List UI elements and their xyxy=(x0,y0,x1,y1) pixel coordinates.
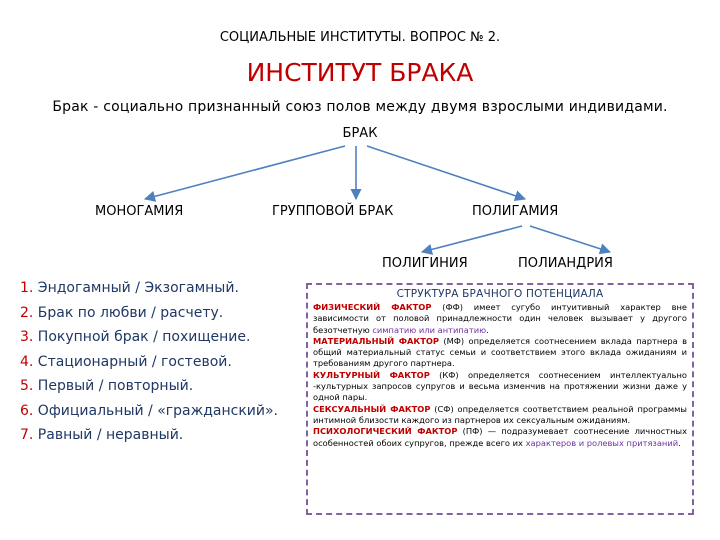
factor-name: СЕКСУАЛЬНЫЙ ФАКТОР xyxy=(313,403,431,414)
factor-text: (ПФ) — подразумевает соотнесение личностных особенностей обоих супругов, прежде всего их xyxy=(313,426,687,448)
node-polygyny: ПОЛИГИНИЯ xyxy=(382,256,468,271)
list-item xyxy=(20,425,278,450)
factor-physical xyxy=(313,302,687,336)
item-text: Эндогамный / Экзогамный. xyxy=(33,280,239,296)
factor-psychological xyxy=(313,426,687,449)
factor-cultural xyxy=(313,370,687,404)
item-number: 4. xyxy=(20,353,34,370)
arrow-to-polygamy xyxy=(367,146,525,199)
page-header: СОЦИАЛЬНЫЕ ИНСТИТУТЫ. ВОПРОС № 2. xyxy=(219,30,501,45)
factor-tail: . xyxy=(678,437,681,448)
arrow-to-polyandry xyxy=(530,226,610,252)
arrow-to-monogamy xyxy=(145,146,345,199)
item-number: 1. xyxy=(20,280,34,296)
factor-tail: . xyxy=(486,324,489,335)
list-item xyxy=(20,376,278,401)
node-polygamy: ПОЛИГАМИЯ xyxy=(472,204,559,219)
list-item xyxy=(20,401,278,426)
node-marriage: БРАК xyxy=(342,126,378,141)
factor-text: (МФ) определяется соотнесением вклада партнера в общий материальный статус семьи и соответствием этого вклада ожиданиям и требованиям другого партнера. xyxy=(313,335,687,369)
list-item xyxy=(20,352,278,377)
marriage-types-list xyxy=(20,278,278,450)
list-item xyxy=(20,278,278,303)
item-text: Официальный / «гражданский». xyxy=(33,402,279,419)
item-number: 3. xyxy=(20,329,34,345)
node-monogamy: МОНОГАМИЯ xyxy=(95,204,184,219)
node-polyandry: ПОЛИАНДРИЯ xyxy=(518,256,613,271)
item-text: Равный / неравный. xyxy=(33,427,184,443)
item-text: Брак по любви / расчету. xyxy=(33,304,224,321)
factor-sexual xyxy=(313,404,687,427)
marriage-definition: Брак - социально признанный союз полов между двумя взрослыми индивидами. xyxy=(52,99,668,115)
box-title: СТРУКТУРА БРАЧНОГО ПОТЕНЦИАЛА xyxy=(396,288,604,300)
factor-highlight: характеров и ролевых притязаний xyxy=(525,437,679,448)
item-number: 6. xyxy=(20,402,34,419)
page-title: ИНСТИТУТ БРАКА xyxy=(246,58,474,87)
factor-text: (ФФ) имеет сугубо интуитивный характер вне зависимости от половой принадлежности один человек вызывает у другого безотчетную xyxy=(313,302,687,335)
item-text: Первый / повторный. xyxy=(33,378,194,394)
item-number: 7. xyxy=(20,427,34,443)
list-item xyxy=(20,303,278,328)
item-text: Покупной брак / похищение. xyxy=(33,329,251,345)
marriage-potential-box xyxy=(306,283,694,515)
factor-text: (СФ) определяется соответствием реальной программы интимной близости каждого из партнеров их сексуальным ожиданиям. xyxy=(313,403,687,425)
factor-name: МАТЕРИАЛЬНЫЙ ФАКТОР xyxy=(313,335,440,346)
factor-highlight: симпатию или антипатию xyxy=(372,324,487,335)
arrow-to-polygyny xyxy=(422,226,522,252)
factor-name: ФИЗИЧЕСКИЙ ФАКТОР xyxy=(313,302,432,312)
factor-name: ПСИХОЛОГИЧЕСКИЙ ФАКТОР xyxy=(313,426,458,437)
item-number: 5. xyxy=(20,378,34,394)
list-item xyxy=(20,327,278,352)
factor-text: (КФ) определяется соотнесением интеллектуально -культурных запросов супругов и весьма изменчив на протяжении жизни даже у одной пары. xyxy=(313,369,687,403)
item-text: Стационарный / гостевой. xyxy=(33,353,232,370)
factor-name: КУЛЬТУРНЫЙ ФАКТОР xyxy=(313,369,430,380)
factor-material xyxy=(313,336,687,370)
node-group-marriage: ГРУППОВОЙ БРАК xyxy=(272,204,394,219)
item-number: 2. xyxy=(20,304,34,321)
